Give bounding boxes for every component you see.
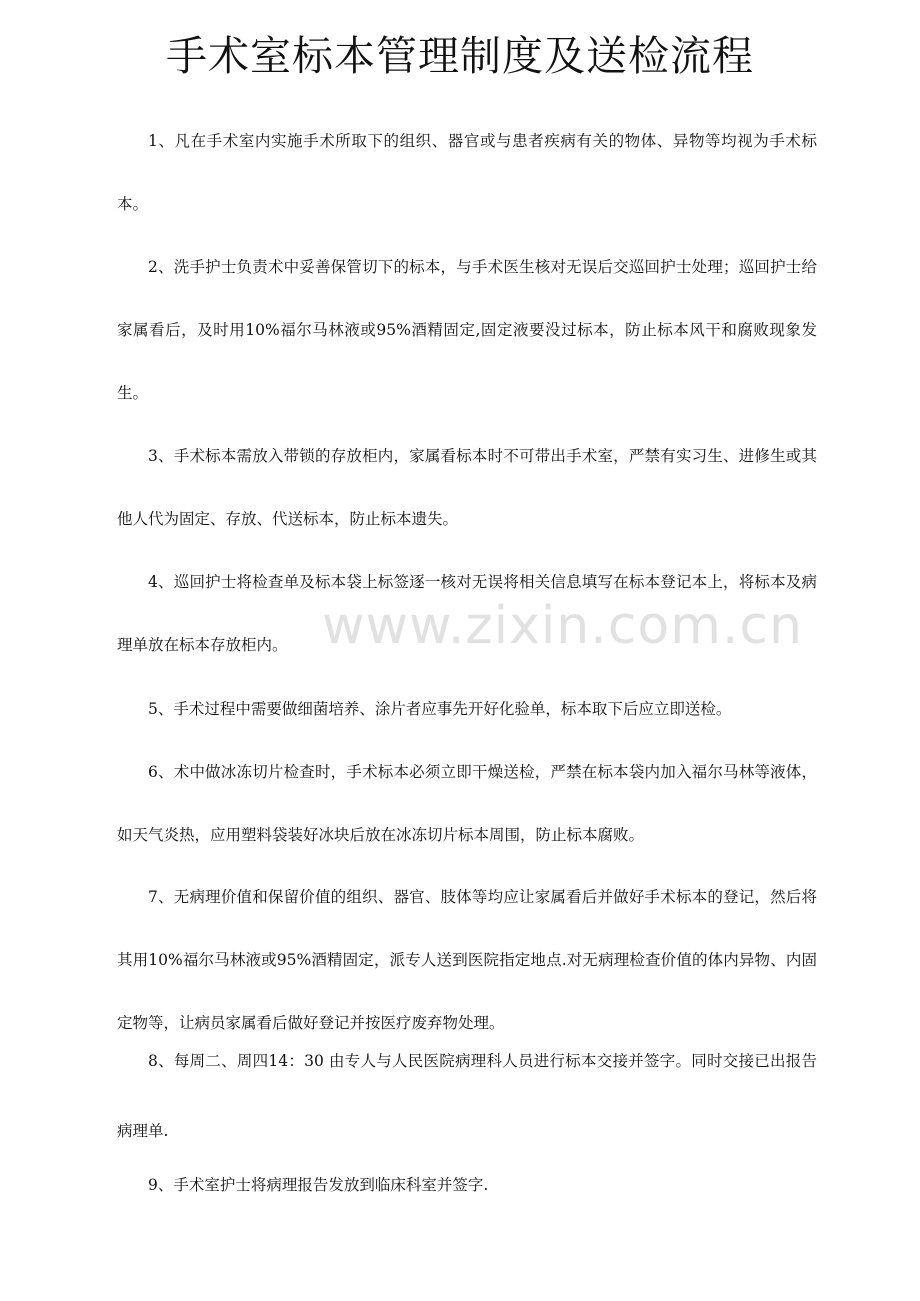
paragraph-2: 2、洗手护士负责术中妥善保管切下的标本，与手术医生核对无误后交巡回护士处理；巡回护士给家属看后，及时用10%福尔马林液或95%酒精固定,固定液要没过标本，防止标本风干和腐败现象发生。 [117, 258, 817, 402]
paragraph-4: 4、巡回护士将检查单及标本袋上标签逐一核对无误将相关信息填写在标本登记本上，将标本及病理单放在标本存放柜内。 [117, 573, 817, 654]
watermark: www.zixin.com.cn [322, 596, 803, 656]
paragraph-1: 1、凡在手术室内实施手术所取下的组织、器官或与患者疾病有关的物体、异物等均视为手术标本。 [117, 132, 817, 213]
paragraph-8: 8、每周二、周四14：30 由专人与人民医院病理科人员进行标本交接并签字。同时交接已出报告病理单. [117, 1052, 817, 1140]
paragraph-9: 9、手术室护士将病理报告发放到临床科室并签字. [148, 1176, 489, 1194]
paragraph-5: 5、手术过程中需要做细菌培养、涂片者应事先开好化验单，标本取下后应立即送检。 [148, 700, 732, 718]
paragraph-7: 7、无病理价值和保留价值的组织、器官、肢体等均应让家属看后并做好手术标本的登记，然后将其用10%福尔马林液或95%酒精固定，派专人送到医院指定地点.对无病理检查价值的体内异物、内固定物等，让病员家属看后做好登记并按医疗废弃物处理。 [117, 888, 817, 1032]
document-title: 手术室标本管理制度及送检流程 [166, 32, 754, 80]
paragraph-3: 3、手术标本需放入带锁的存放柜内，家属看标本时不可带出手术室，严禁有实习生、进修生或其他人代为固定、存放、代送标本，防止标本遗失。 [117, 447, 817, 528]
paragraph-6: 6、术中做冰冻切片检查时，手术标本必须立即干燥送检，严禁在标本袋内加入福尔马林等液体，如天气炎热，应用塑料袋装好冰块后放在冰冻切片标本周围，防止标本腐败。 [117, 763, 817, 844]
